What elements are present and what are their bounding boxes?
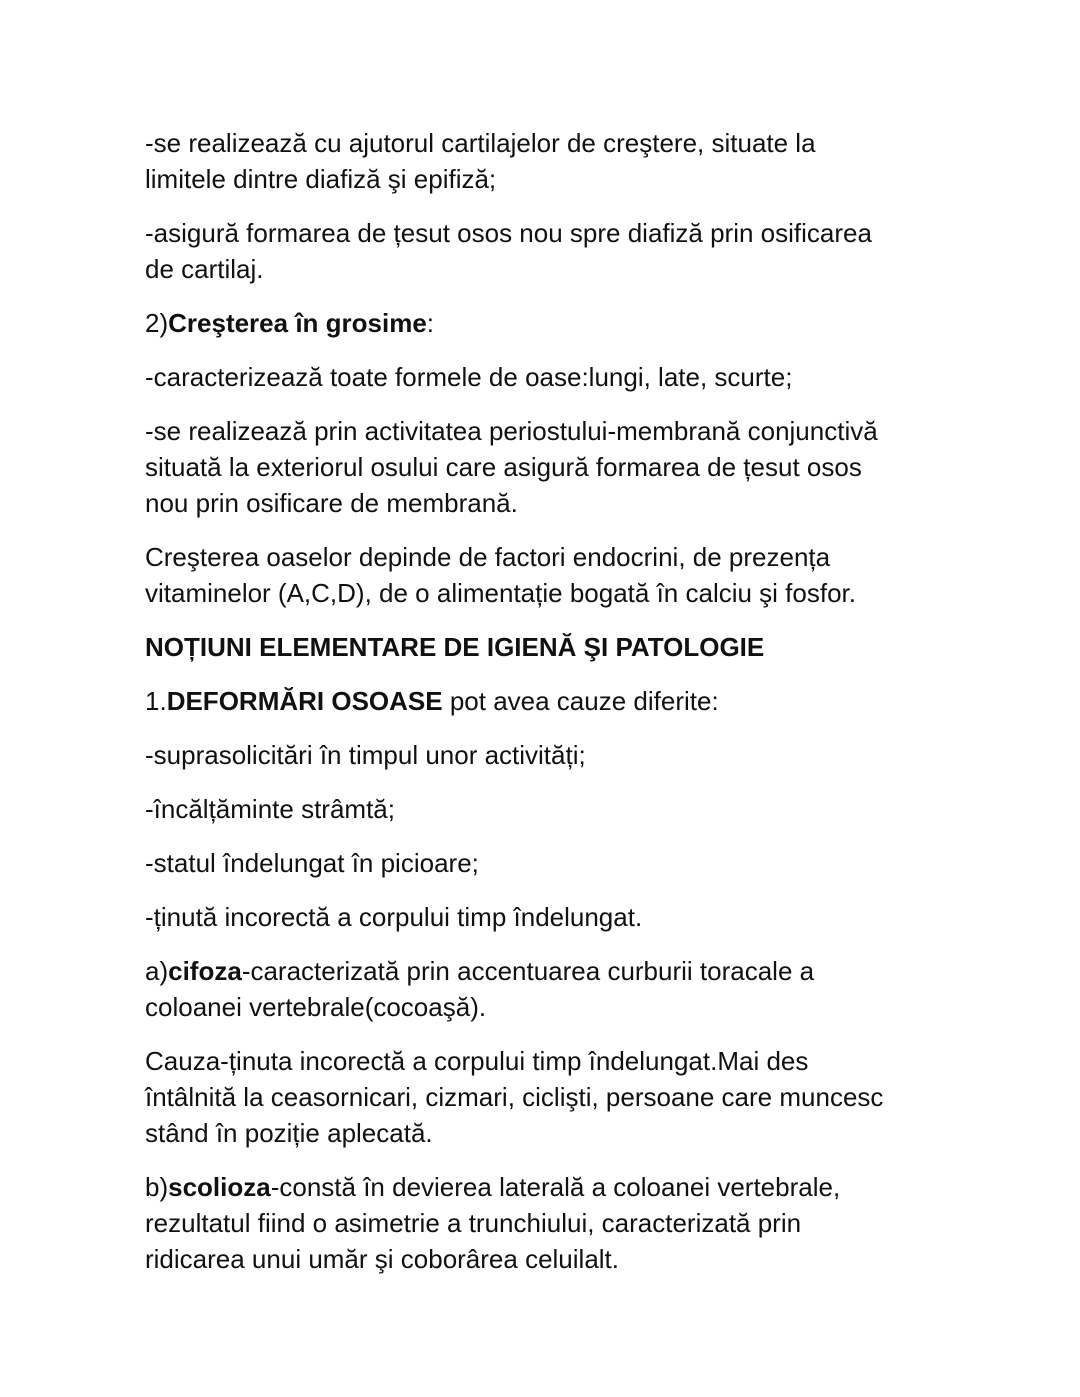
- bold-term: scolioza: [168, 1172, 271, 1202]
- document-page: [145, 125, 1005, 1295]
- paragraph-cifoza: [145, 953, 1005, 1025]
- text: a): [145, 956, 169, 986]
- bold-term: cifoza: [168, 956, 242, 986]
- list-item: -statul îndelungat în picioare;: [145, 848, 479, 878]
- text: -caracterizată prin accentuarea curburii toracale a coloanei vertebrale(cocoaşă).: [145, 956, 815, 1022]
- subheading-deformations: [145, 683, 1005, 719]
- subheading-growth-thickness: [145, 305, 1005, 341]
- paragraph: -caracterizează toate formele de oase:lungi, late, scurte;: [145, 362, 793, 392]
- list-item: -încălțăminte strâmtă;: [145, 794, 395, 824]
- text: :: [426, 308, 435, 338]
- paragraph: -se realizează prin activitatea periostului-membrană conjunctivă situată la exteriorul osului care asigură formarea de țesut osos nou prin osificare de membrană.: [145, 416, 878, 518]
- text: b): [145, 1172, 169, 1202]
- paragraph: Cauza-ținuta incorectă a corpului timp îndelungat.Mai des întâlnită la ceasornicari, cizmari, ciclişti, persoane care muncesc stând în poziție aplecată.: [145, 1046, 884, 1148]
- bold-term: DEFORMĂRI OSOASE: [166, 686, 443, 716]
- text: -constă în devierea laterală a coloanei vertebrale, rezultatul fiind o asimetrie a trunchiului, caracterizată prin ridicarea unui umăr şi coborârea celuilalt.: [145, 1172, 841, 1274]
- list-item: -suprasolicitări în timpul unor activități;: [145, 740, 586, 770]
- heading-text: NOȚIUNI ELEMENTARE DE IGIENĂ ŞI PATOLOGIE: [145, 632, 765, 662]
- list-item: -ținută incorectă a corpului timp îndelungat.: [145, 902, 643, 932]
- section-heading: [145, 629, 1005, 665]
- paragraph-scolioza: [145, 1169, 1005, 1277]
- bold-term: Creşterea în grosime: [168, 308, 427, 338]
- text: 2): [145, 308, 169, 338]
- paragraph: Creşterea oaselor depinde de factori endocrini, de prezența vitaminelor (A,C,D), de o alimentație bogată în calciu şi fosfor.: [145, 542, 856, 608]
- text: 1.: [145, 686, 167, 716]
- text: pot avea cauze diferite:: [442, 686, 719, 716]
- paragraph: -asigură formarea de țesut osos nou spre diafiză prin osificarea de cartilaj.: [145, 218, 872, 284]
- paragraph: -se realizează cu ajutorul cartilajelor de creştere, situate la limitele dintre diafiză şi epifiză;: [145, 128, 816, 194]
